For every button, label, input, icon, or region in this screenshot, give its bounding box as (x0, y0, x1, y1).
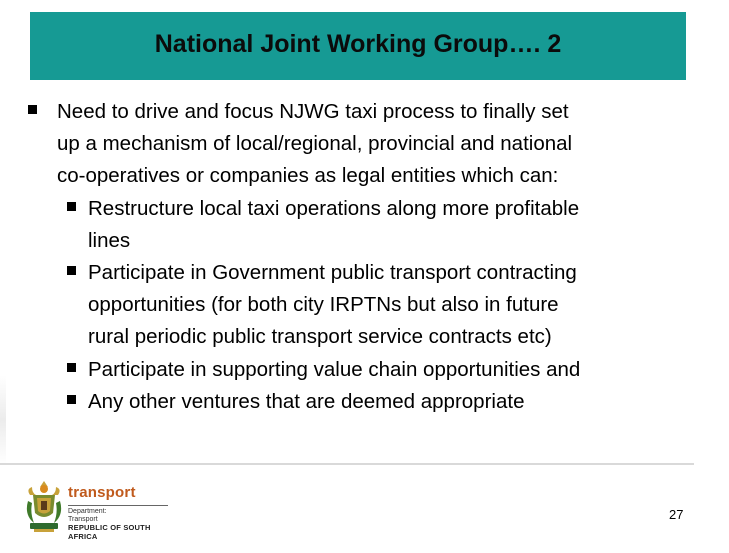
country-name: REPUBLIC OF SOUTH AFRICA (68, 523, 151, 541)
slide-content (28, 96, 688, 418)
bullet-item (28, 96, 688, 193)
title-bar (30, 12, 686, 80)
sub-bullet-list (28, 193, 688, 418)
coat-of-arms-icon (22, 479, 66, 535)
footer-logo (22, 479, 182, 541)
square-bullet-icon (67, 202, 76, 211)
sub-bullet-item (57, 354, 688, 386)
sub-bullet-line: Restructure local taxi operations along more profitable (88, 196, 580, 220)
sub-bullet-item (57, 193, 688, 257)
bullet-line: up a mechanism of local/regional, provincial and national (57, 132, 573, 156)
footer-edge-shade (0, 375, 6, 465)
sub-bullet-item (57, 257, 688, 354)
square-bullet-icon (67, 363, 76, 372)
sub-bullet-line: lines (88, 228, 131, 252)
department-line: Transport (68, 515, 98, 523)
department-line: Department: (68, 508, 107, 515)
brand-name: transport (68, 484, 136, 501)
slide-title: National Joint Working Group…. 2 (154, 29, 562, 58)
square-bullet-icon (67, 266, 76, 275)
sub-bullet-line: Participate in supporting value chain opportunities and (88, 357, 581, 381)
bullet-line: co-operatives or companies as legal entities which can: (57, 164, 559, 188)
square-bullet-icon (28, 105, 37, 114)
footer-divider (0, 463, 694, 465)
page-number: 27 (669, 507, 684, 522)
department-text (68, 508, 107, 523)
sub-bullet-line: opportunities (for both city IRPTNs but also in future (88, 293, 559, 317)
sub-bullet-line: rural periodic public transport service contracts etc) (88, 325, 552, 349)
square-bullet-icon (67, 395, 76, 404)
brand-rule (68, 505, 168, 506)
bullet-line: Need to drive and focus NJWG taxi process to finally set (57, 100, 569, 123)
sub-bullet-item (57, 386, 688, 418)
sub-bullet-line: Participate in Government public transport contracting (88, 261, 577, 285)
sub-bullet-line: Any other ventures that are deemed appropriate (88, 389, 525, 413)
